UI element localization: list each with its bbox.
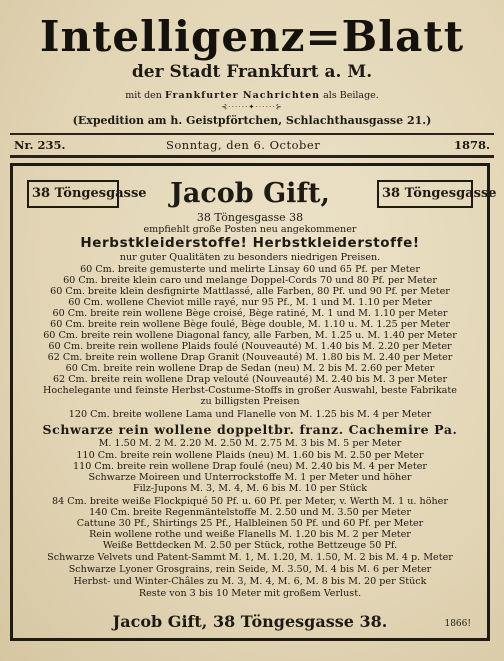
ad-line: M. 1.50 M. 2 M. 2.20 M. 2.50 M. 2.75 M. 3 bis M. 5 per Meter [98, 438, 402, 449]
ad-line: 110 Cm. breite rein wollene Plaids (neu) M. 1.60 bis M. 2.50 per Meter [76, 450, 424, 461]
bottom-rule-thick [10, 155, 494, 158]
ad-line: empfiehlt große Posten neu angekommener [143, 224, 357, 235]
ad-line: Weiße Bettdecken M. 2.50 per Stück, rothe Bettzeuge 50 Pf. [102, 540, 398, 551]
footer-number: 1866! [444, 619, 471, 629]
ornament-divider: ⊰⋅⋅⋅⋅⋅⋅✦⋅⋅⋅⋅⋅⋅⊱ [221, 103, 283, 111]
ad-line: 110 Cm. breite rein wollene Drap foulé (neu) M. 2.40 bis M. 4 per Meter [73, 461, 427, 472]
ad-line: Reste von 3 bis 10 Meter mit großem Verlust. [138, 588, 362, 599]
ad-line: nur guter Qualitäten zu besonders niedrigen Preisen. [119, 252, 381, 263]
ad-line: 84 Cm. breite weiße Flockpiqué 50 Pf. u. 60 Pf. per Meter, v. Werth M. 1 u. höher [52, 496, 448, 507]
supplement-name: Frankfurter Nachrichten [164, 90, 321, 101]
ad-line: 60 Cm. breite rein wollene Bège croisé, Bège ratiné, M. 1 und M. 1.10 per Meter [52, 308, 448, 319]
ad-line: 60 Cm. breite klein desfignirte Mattlassé, alle Farben, 80 Pf. und 90 Pf. per Meter [50, 286, 450, 297]
ad-line: Hochelegante und feinste Herbst-Costume-Stoffs in großer Auswahl, beste Fabrikate [43, 385, 457, 396]
ad-line: Cattune 30 Pf., Shirtings 25 Pf., Halbleinen 50 Pf. und 60 Pf. per Meter [76, 518, 424, 529]
ad-line: Schwarze Moireen und Unterrockstoffe M. 1 per Meter und höher [88, 472, 412, 483]
ad-line: Schwarze Velvets und Patent-Sammt M. 1, M. 1.20, M. 1.50, M. 2 bis M. 4 p. Meter [47, 552, 453, 563]
ad-line: Rein wollene rothe und weiße Flanells M. 1.20 bis M. 2 per Meter [89, 529, 411, 540]
corner-address-left: 38 Töngesgasse [27, 180, 119, 208]
corner-address-right: 38 Töngesgasse [377, 180, 473, 208]
masthead-title: Intelligenz=Blatt [39, 12, 465, 61]
ad-line: 60 Cm. breite rein wollene Bège foulé, Bège double, M. 1.10 u. M. 1.25 per Meter [50, 319, 450, 330]
ad-subheadline: Schwarze rein wollene doppeltbr. franz. Cachemire Pa. [42, 422, 458, 437]
ad-line: 62 Cm. breite rein wollene Drap Granit (Nouveauté) M. 1.80 bis M. 2.40 per Meter [47, 352, 453, 363]
ad-line: Schwarze Lyoner Grosgrains, rein Seide, M. 3.50, M. 4 bis M. 6 per Meter [68, 564, 432, 575]
firm-address: 38 Töngesgasse 38 [196, 211, 304, 224]
firm-name: Jacob Gift, [170, 178, 330, 209]
supplement-note [0, 90, 504, 102]
ad-line: 60 Cm. breite klein caro und melange Doppel-Cords 70 und 80 Pf. per Meter [63, 275, 437, 286]
issue-date: Sonntag, den 6. October [166, 138, 321, 152]
top-rule [10, 133, 494, 135]
footer-firm: Jacob Gift, 38 Töngesgasse 38. [112, 612, 388, 631]
supplement-pre: mit den [125, 90, 162, 101]
ad-line: 60 Cm. wollene Cheviot mille rayé, nur 95 Pf., M. 1 und M. 1.10 per Meter [68, 297, 432, 308]
supplement-post: als Beilage. [323, 90, 379, 101]
ad-line: zu billigsten Preisen [200, 396, 300, 407]
ad-line: 140 Cm. breite Regenmäntelstoffe M. 2.50 und M. 3.50 per Meter [89, 507, 411, 518]
expedition-address: (Expedition am h. Geistpförtchen, Schlachthausgasse 21.) [72, 114, 432, 127]
dateline [14, 137, 490, 153]
ad-line: 60 Cm. breite rein wollene Drap de Sedan (neu) M. 2 bis M. 2.60 per Meter [65, 363, 435, 374]
advertisement [10, 163, 497, 641]
masthead-subtitle: der Stadt Frankfurt a. M. [131, 62, 373, 82]
ad-line: 120 Cm. breite wollene Lama und Flanelle von M. 1.25 bis M. 4 per Meter [68, 409, 432, 420]
ad-line: 62 Cm. breite rein wollene Drap velouté (Nouveauté) M. 2.40 bis M. 3 per Meter [52, 374, 448, 385]
ad-line: 60 Cm. breite rein wollene Diagonal fancy, alle Farben, M. 1.25 u. M. 1.40 per Meter [43, 330, 457, 341]
issue-number: Nr. 235. [14, 138, 66, 152]
ad-line: Herbst- und Winter-Châles zu M. 3, M. 4, M. 6, M. 8 bis M. 20 per Stück [73, 576, 427, 587]
issue-year: 1878. [453, 138, 490, 152]
ad-line: Filz-Jupons M. 3, M. 4, M. 6 bis M. 10 per Stück [132, 483, 368, 494]
ad-line: 60 Cm. breite rein wollene Plaids foulé (Nouveauté) M. 1.40 bis M. 2.20 per Meter [48, 341, 452, 352]
ad-headline: Herbstkleiderstoffe! Herbstkleiderstoffe! [80, 235, 420, 251]
ad-line: 60 Cm. breite gemusterte und melirte Linsay 60 und 65 Pf. per Meter [80, 264, 420, 275]
